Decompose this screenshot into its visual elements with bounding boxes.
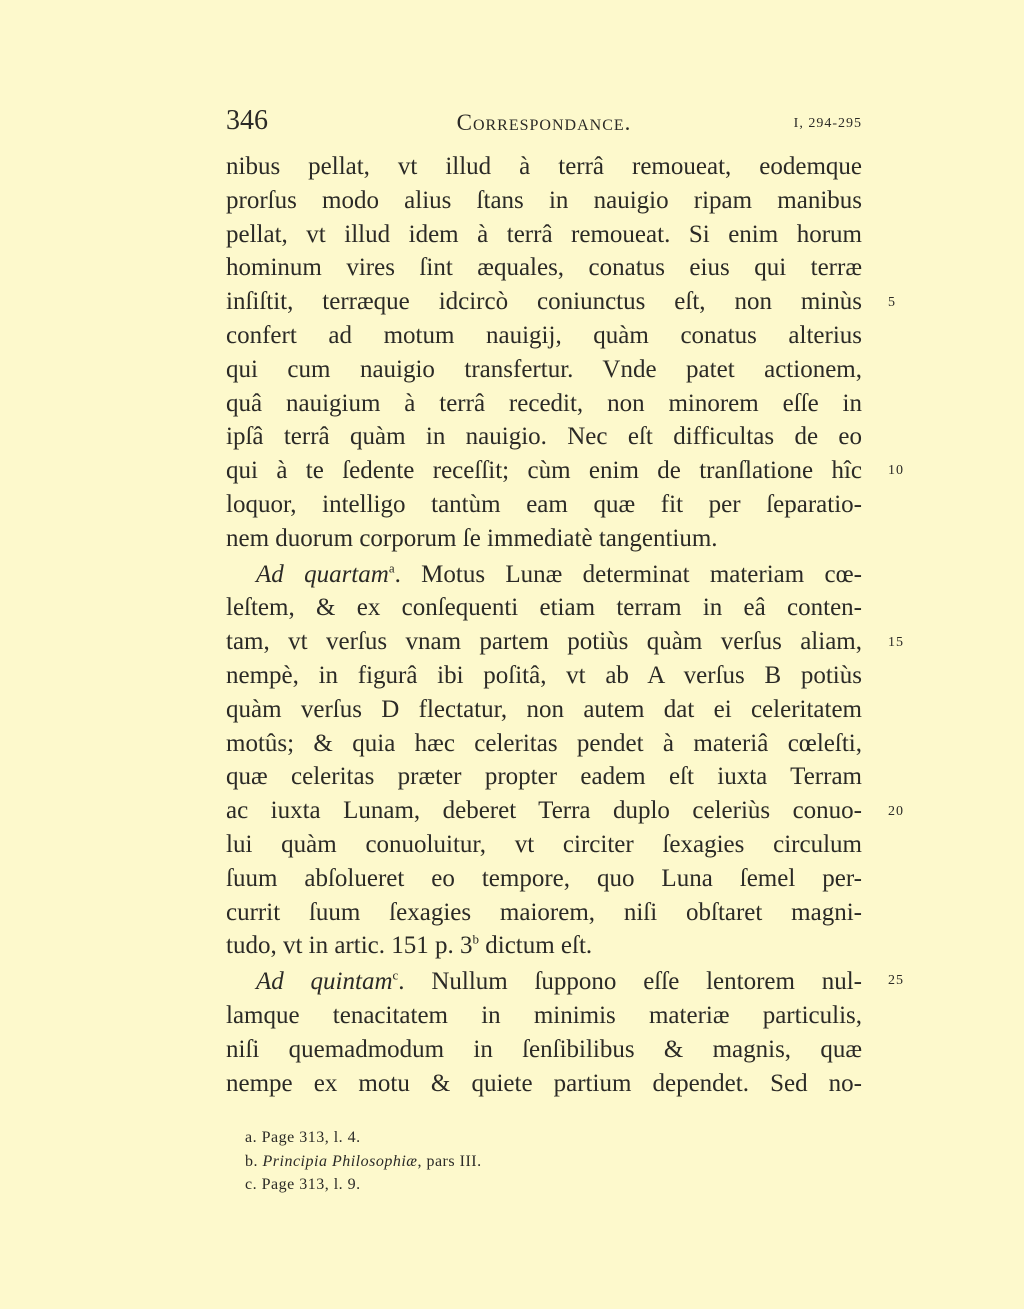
- text-line: qui à te ſedente receſſit; cùm enim de tranſlatione hîc: [226, 457, 862, 485]
- text-line: pellat, vt illud idem à terrâ remoueat. Si enim horum: [226, 220, 862, 248]
- text-line: nempe ex motu & quiete partium dependet. Sed no-: [226, 1069, 862, 1097]
- text-line: nempè, in figurâ ibi poſitâ, vt ab A verſus B potiùs: [226, 661, 862, 689]
- page-header: [226, 104, 862, 138]
- footnote-label: b.: [245, 1152, 258, 1170]
- text-line: ipſâ terrâ quàm in nauigio. Nec eſt difficultas de eo: [226, 423, 862, 451]
- text-line: quæ celeritas præter propter eadem eſt iuxta Terram: [226, 763, 862, 791]
- margin-line-number: 20: [888, 804, 904, 819]
- text-line: niſi quemadmodum in ſenſibilibus & magnis, quæ: [226, 1035, 862, 1063]
- paragraph-lead: Ad quartam: [256, 560, 389, 588]
- text-line: ſuum abſolueret eo tempore, quo Luna ſemel per-: [226, 864, 862, 892]
- footnote-label: a.: [245, 1129, 258, 1146]
- footnote-text: Page 313, l. 9.: [261, 1176, 361, 1193]
- footnote: [245, 1126, 845, 1150]
- text-line: inſiſtit, terræque idcircò coniunctus eſt, non minùs: [226, 288, 862, 316]
- page-number: 346: [226, 105, 268, 136]
- margin-line-number: 10: [888, 463, 904, 478]
- paragraph-first-line: [226, 558, 862, 592]
- footnote-label: c.: [245, 1176, 258, 1193]
- text-line: prorſus modo alius ſtans in nauigio ripam manibus: [226, 186, 862, 214]
- footnote: [245, 1173, 845, 1197]
- text-line: nem duorum corporum ſe immediatè tangentium.: [226, 524, 718, 552]
- footnote-text: , pars III.: [417, 1152, 482, 1170]
- footnote-ref: c: [392, 967, 399, 983]
- text-line: quàm verſus D flectatur, non autem dat ei celeritatem: [226, 695, 862, 723]
- text-run: tudo, vt in artic. 151 p. 3: [226, 932, 473, 960]
- text-line: loquor, intelligo tantùm eam quæ fit per ſeparatio-: [226, 490, 862, 518]
- text-line: nibus pellat, vt illud à terrâ remoueat, eodemque: [226, 153, 862, 180]
- margin-line-number: 25: [888, 973, 904, 988]
- paragraph-last-line: [226, 929, 862, 963]
- footnote-title: Principia Philosophiæ: [262, 1152, 418, 1170]
- text-line: currit ſuum ſexagies maiorem, niſi obſtaret magni-: [226, 898, 862, 926]
- text-line: lamque tenacitatem in minimis materiæ particulis,: [226, 1001, 862, 1029]
- text-line: motûs; & quia hæc celeritas pendet à materiâ cœleſti,: [226, 729, 862, 757]
- footnote-ref: b: [472, 932, 479, 947]
- footnote: [245, 1150, 845, 1174]
- margin-line-number: 5: [888, 295, 896, 310]
- margin-line-number: 15: [888, 635, 904, 650]
- text-line: lui quàm conuoluitur, vt circiter ſexagies circulum: [226, 830, 862, 858]
- text-line: ac iuxta Lunam, deberet Terra duplo celeriùs conuo-: [226, 797, 862, 825]
- text-line: qui cum nauigio transfertur. Vnde patet actionem,: [226, 355, 862, 383]
- running-title: Correspondance.: [456, 110, 632, 135]
- paragraph-lead: Ad quintam: [256, 968, 393, 996]
- text-run: . Nullum ſuppono eſſe lentorem nul-: [398, 968, 862, 996]
- footnote-text: Page 313, l. 4.: [261, 1129, 361, 1146]
- text-line: quâ nauigium à terrâ recedit, non minorem eſſe in: [226, 389, 862, 417]
- body-text: [226, 150, 862, 1100]
- text-line: leſtem, & ex conſequenti etiam terram in eâ conten-: [226, 594, 862, 622]
- footnotes: [245, 1126, 845, 1197]
- page-reference: I, 294-295: [793, 116, 862, 131]
- paragraph-first-line: [226, 965, 862, 999]
- text-line: confert ad motum nauigij, quàm conatus alterius: [226, 321, 862, 349]
- text-line: tam, vt verſus vnam partem potiùs quàm verſus aliam,: [226, 628, 862, 656]
- text-run: dictum eſt.: [479, 932, 593, 960]
- text-line: hominum vires ſint æquales, conatus eius qui terræ: [226, 254, 862, 282]
- text-run: . Motus Lunæ determinat materiam cœ-: [394, 560, 862, 588]
- footnote-ref: a: [388, 560, 395, 576]
